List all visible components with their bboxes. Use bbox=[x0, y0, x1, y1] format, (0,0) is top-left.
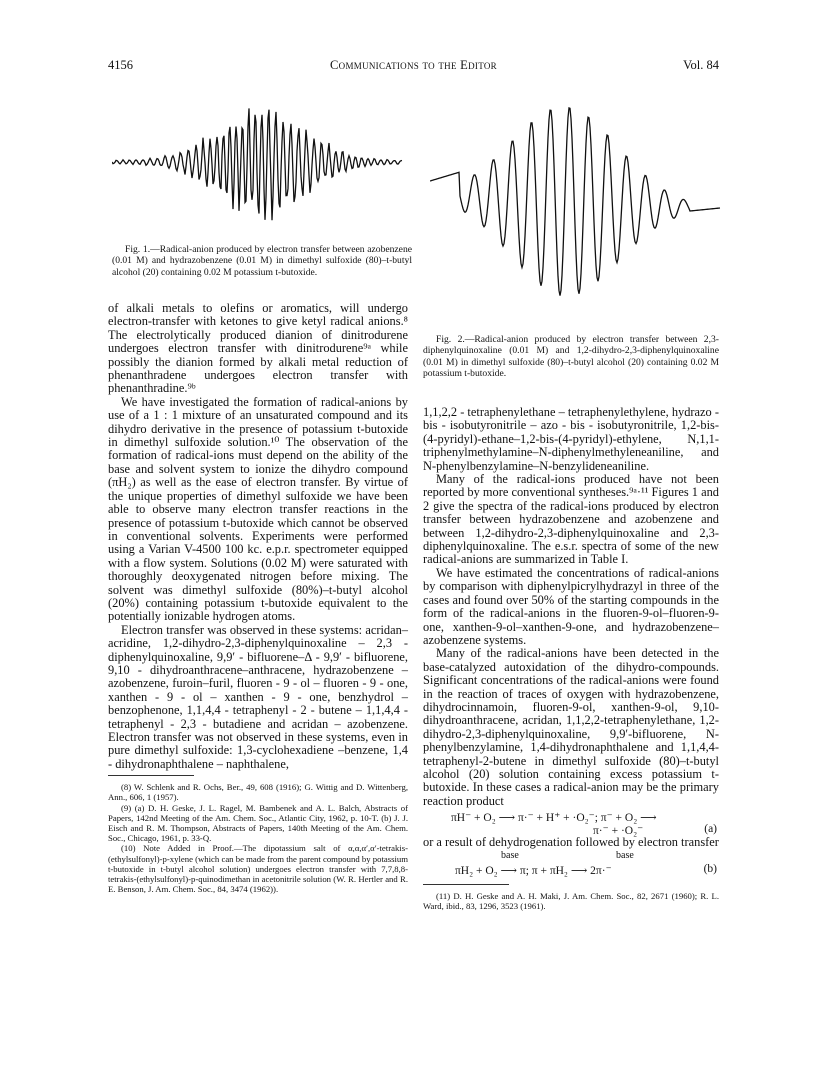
equation-b-label: (b) bbox=[703, 862, 717, 875]
equation-b-line: πH₂ + O₂ ⟶ π; π + πH₂ ⟶ 2π·⁻ bbox=[455, 864, 612, 877]
page-number: 4156 bbox=[108, 58, 133, 72]
equation-b-base-2: base bbox=[616, 849, 634, 861]
equation-a-label: (a) bbox=[704, 823, 717, 836]
figure-1-caption: Fig. 1.—Radical-anion produced by electron transfer between azobenzene (0.01 M) and hydrazobenzene (0.01 M) in dimethyl sulfoxide (80)–t-butyl alcohol (20) containing 0.02 M potassium t-butoxide. bbox=[112, 244, 412, 278]
figure-2 bbox=[430, 86, 730, 326]
figure-1-spectrum bbox=[112, 82, 412, 242]
footnote-rule-right bbox=[423, 884, 509, 885]
equation-b bbox=[423, 850, 719, 880]
footnote-8: (8) W. Schlenk and R. Ochs, Ber., 49, 608 (1916); G. Wittig and D. Wittenberg, Ann., 606, 1 (1957). bbox=[108, 782, 408, 803]
left-footnotes bbox=[108, 782, 408, 894]
footnote-rule bbox=[108, 775, 194, 776]
right-paragraph-5: or a result of dehydrogenation followed by electron transfer bbox=[423, 835, 719, 850]
left-paragraph-3: Electron transfer was observed in these systems: acridan–acridine, 1,2-dihydro-2,3-diphenylquinoxaline – 2,3 - diphenylquinoxaline, 9,9′ - bifluorene–Δ - 9,9′ - bifluorene, 9,10 - dihydroanthracene–anthracene, hydrazobenzene – azobenzene, furoin–furil, fluoren - 9 - ol – fluoren - 9 - one, xanthen - 9 - ol – xanthen - 9 - one, benzhydrol – benzophenone, 1,1,4,4 - tetraphenyl - 2 - butene – 1,1,4,4 - tetraphenyl - 2,3 - butadiene and acridan – azobenzene. Electron transfer was not observed in these systems, even in pure dimethyl sulfoxide: 1,3-cyclohexadiene –benzene, 1,4 - dihydronaphthalene – naphthalene, bbox=[108, 622, 408, 771]
figure-2-caption: Fig. 2.—Radical-anion produced by electron transfer between 2,3-diphenylquinoxaline (0.01 M) and 1,2-dihydro-2,3-diphenylquinoxaline (0.01 M) in dimethyl sulfoxide (80)–t-butyl alcohol (20) containing 0.02 M potassium t-butoxide. bbox=[423, 334, 719, 380]
volume-label: Vol. 84 bbox=[683, 58, 719, 72]
footnote-11: (11) D. H. Geske and A. H. Maki, J. Am. Chem. Soc., 82, 2671 (1960); R. L. Ward, ibid., 83, 1296, 3523 (1961). bbox=[423, 890, 719, 911]
left-paragraph-1: of alkali metals to olefins or aromatics, will undergo electron-transfer with ketones to give ketyl radical anions.⁸ The electrolytically produced dianion of dinitrodurene undergoes electron transfer with dinitrodurene⁹ᵃ while possibly the dianion formed by alkali metal reduction of phenanthradene undergoes electron transfer with phenanthradine.⁹ᵇ bbox=[108, 301, 408, 396]
footnote-10: (10) Note Added in Proof.—The dipotassium salt of α,α,α′,α′-tetrakis-(ethylsulfonyl)-p-xylene (which can be made from the parent compound by potassium t-butoxide in t-butyl alcohol solution) undergoes electron transfer with 7,7,8,8-tetrakis-(ethylsulfonyl)-p-quinodimethan in acetonitrile solution (W. R. Hertler and R. E. Benson, J. Am. Chem. Soc., 84, 3474 (1962)). bbox=[108, 843, 408, 895]
right-paragraph-3: We have estimated the concentrations of radical-anions by comparison with diphenylpicrylhydrazyl in three of the cases and found over 50% of the starting compounds in the form of the radical-anions in the fluoren-9-ol–fluoren-9-one, xanthen-9-ol–xanthen-9-one, and hydrazobenzene–azobenzene systems. bbox=[423, 565, 719, 647]
equation-b-base-1: base bbox=[501, 849, 519, 861]
equation-a-line-2: π·⁻ + ·O₂⁻ bbox=[593, 825, 644, 838]
left-column bbox=[108, 302, 408, 894]
right-paragraph-2: Many of the radical-ions produced have not been reported by more conventional syntheses.⁹ᵃ·¹¹ Figures 1 and 2 give the spectra of the radical-ions produced by electron transfer between hydrazobenzene and azobenzene and between 1,2-dihydro-2,3-diphenylquinoxaline and 2,3-diphenylquinoxaline. The e.s.r. spectra of some of the new radical-anions are summarized in Table I. bbox=[423, 472, 719, 567]
right-paragraph-1: 1,1,2,2 - tetraphenylethane – tetraphenylethylene, hydrazo - bis - isobutyronitrile – azo - bis - isobutyronitrile, 1,2-bis-(4-pyridyl)-ethane–1,2-bis-(4-pyridyl)-ethylene, N,1,1-triphenylmethylamine–N-diphenylmethyleneaniline, and N-phenylbenzylamine–N-benzylideneaniline. bbox=[423, 405, 719, 473]
running-title: Communications to the Editor bbox=[330, 58, 497, 72]
equation-a-line-1: πH⁻ + O₂ ⟶ π·⁻ + H⁺ + ·O₂⁻; π⁻ + O₂ ⟶ bbox=[451, 812, 657, 825]
figure-1 bbox=[112, 82, 412, 242]
left-paragraph-2: We have investigated the formation of radical-anions by use of a 1 : 1 mixture of an unsaturated compound and its dihydro derivative in the presence of potassium t-butoxide in dimethyl sulfoxide solution.¹⁰ The observation of the formation of radical-ions must depend on the ability of the base and solvent system to ionize the dihydro compound (πH₂) as well as the ease of electron transfer. By virtue of the unique properties of dimethyl sulfoxide we have been able to observe many electron transfer reactions in the presence of potassium t-butoxide which cannot be observed in conventional solvents. Experiments were performed using a Varian V-4500 100 kc. e.p.r. spectrometer equipped with a flow system. Solutions (0.02 M) were saturated with thoroughly deoxygenated nitrogen before mixing. The solvent was dimethyl sulfoxide (80%)–t-butyl alcohol (20%) containing potassium t-butoxide equivalent to the potentially ionizable hydrogen atoms. bbox=[108, 394, 408, 624]
right-column bbox=[423, 406, 719, 911]
figure-2-spectrum bbox=[430, 86, 730, 326]
equation-a bbox=[423, 808, 719, 836]
right-paragraph-4: Many of the radical-anions have been detected in the base-catalyzed autoxidation of the dihydro-compounds. Significant concentrations of the radical-anions were found in the reaction of traces of oxygen with hydrazobenzene, dihydrocinnamoin, fluoren-9-ol, xanthen-9-ol, 9,10-dihydroanthracene, acridan, 1,1,2,2-tetraphenylethane, 1,2-dihydro-2,3-diphenylquinoxaline, 9,9′-bifluorene, N-phenylbenzylamine, 1,4-dihydronaphthalene and 1,1,4,4-tetraphenyl-2-butene in dimethyl sulfoxide (80)–t-butyl alcohol (20) solution containing excess potassium t-butoxide. In these cases a radical-anion may be the primary reaction product bbox=[423, 646, 719, 808]
footnote-9: (9) (a) D. H. Geske, J. L. Ragel, M. Bambenek and A. L. Balch, Abstracts of Papers, 142nd Meeting of the Am. Chem. Soc., Atlantic City, 1962, p. 10-T. (b) J. J. Eisch and R. M. Thompson, Abstracts of Papers, 140th Meeting of the Am. Chem. Soc., Chicago, 1961, p. 33-Q. bbox=[108, 802, 408, 844]
